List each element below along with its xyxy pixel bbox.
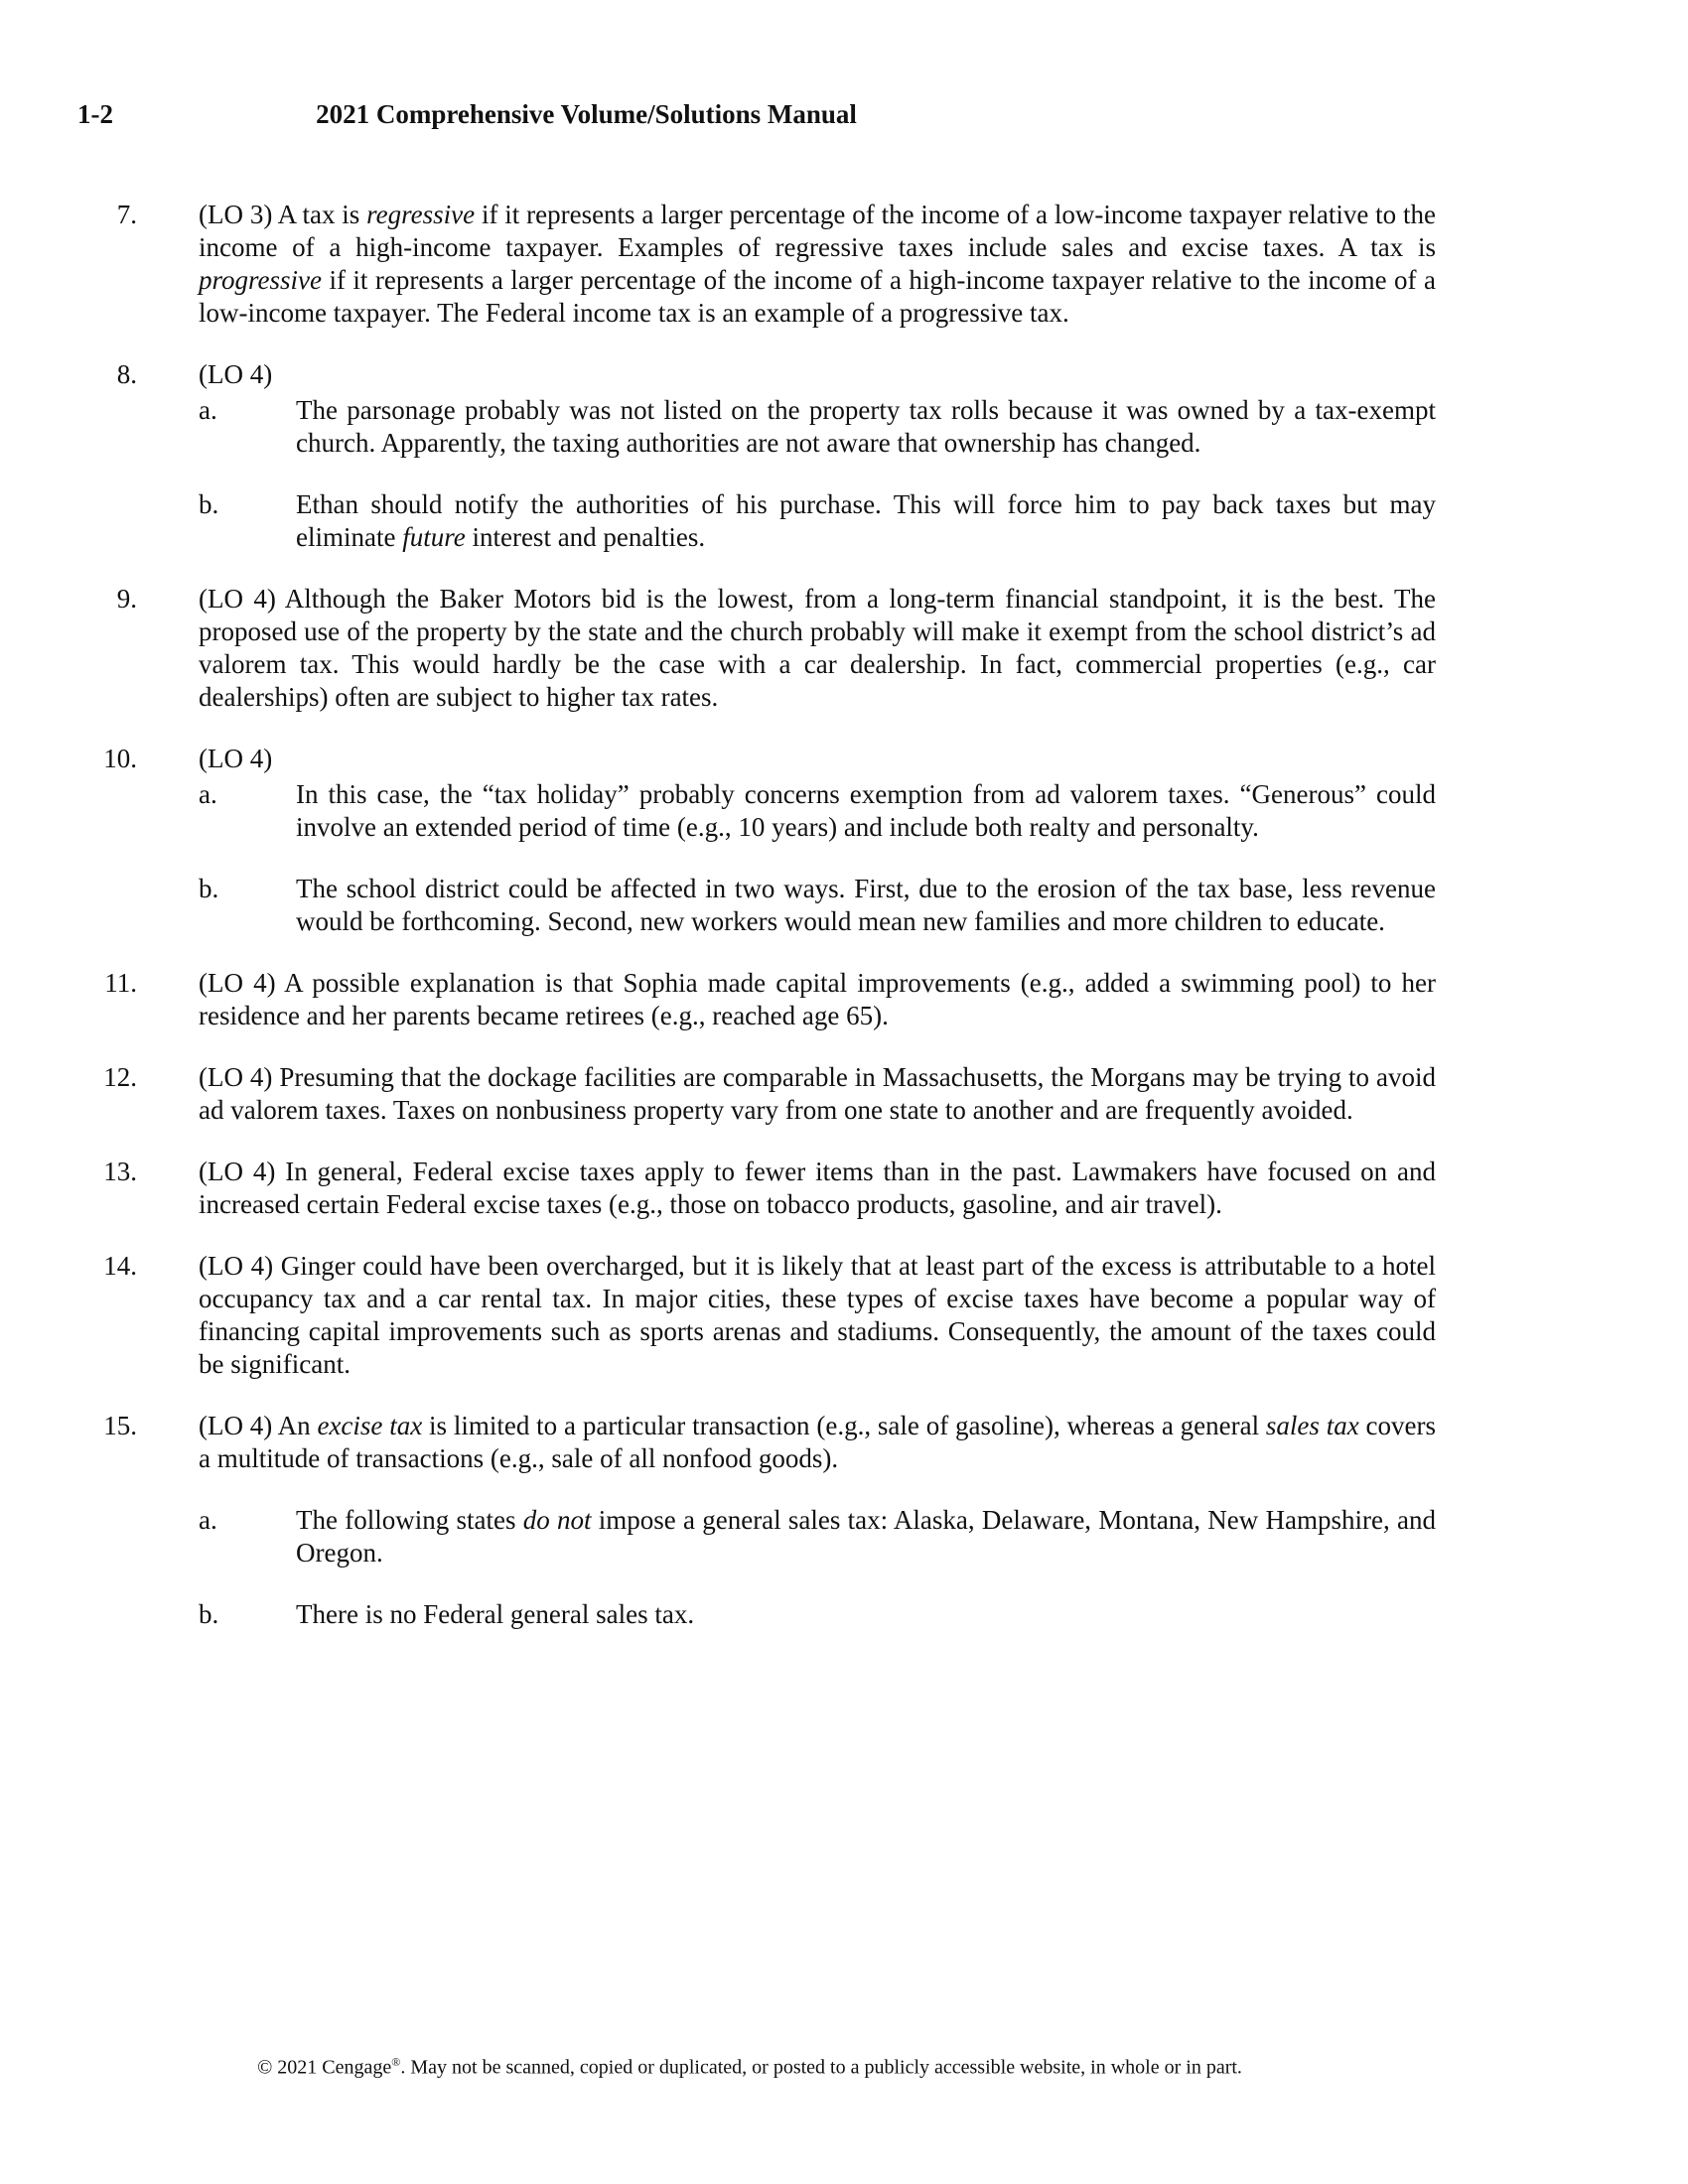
answer-number: 10.	[103, 744, 137, 773]
answer-8b	[77, 488, 1436, 554]
answer-15a	[77, 1504, 1436, 1570]
page-title: 2021 Comprehensive Volume/Solutions Manual	[316, 99, 857, 129]
answer-text: (LO 3) A tax is regressive if it represents a larger percentage of the income of a low-income taxpayer relative to the income of a high-income taxpayer. Examples of regressive taxes include sales and excise taxes. A tax is progressive if it represents a larger percentage of the income of a high-income taxpayer relative to the income of a low-income taxpayer. The Federal income tax is an example of a progressive tax.	[199, 200, 1436, 328]
answer-text: (LO 4) Although the Baker Motors bid is the lowest, from a long-term financial standpoint, it is the best. The proposed use of the property by the state and the church probably will make it exempt from the school district’s ad valorem tax. This would hardly be the case with a car dealership. In fact, commercial properties (e.g., car dealerships) often are subject to higher tax rates.	[199, 584, 1436, 712]
answer-number: 15.	[103, 1411, 137, 1440]
answer-15b	[77, 1598, 1436, 1631]
answer-text: (LO 4) In general, Federal excise taxes apply to fewer items than in the past. Lawmakers have focused on and increased certain Federal excise taxes (e.g., those on tobacco products, gasoline, and air travel).	[199, 1157, 1436, 1219]
answer-number: 8.	[116, 359, 137, 389]
sub-label: a.	[199, 779, 217, 809]
answer-7	[77, 199, 1436, 330]
page-header	[77, 99, 1095, 139]
sub-label: b.	[199, 874, 219, 903]
answer-11	[77, 967, 1436, 1032]
answer-number: 12.	[103, 1062, 137, 1092]
answer-10	[77, 743, 1436, 775]
answer-13	[77, 1156, 1436, 1221]
answer-15	[77, 1410, 1436, 1475]
answer-number: 14.	[103, 1251, 137, 1281]
copyright-footer: © 2021 Cengage®. May not be scanned, copied or duplicated, or posted to a publicly accessible website, in whole or in part.	[257, 2055, 1242, 2079]
sub-label: a.	[199, 395, 217, 425]
answer-number: 9.	[116, 584, 137, 614]
answer-text: (LO 4) Presuming that the dockage facilities are comparable in Massachusetts, the Morgans may be trying to avoid ad valorem taxes. Taxes on nonbusiness property vary from one state to another and are frequently avoided.	[199, 1062, 1436, 1125]
document-body	[77, 199, 1436, 1660]
answer-14	[77, 1250, 1436, 1381]
answer-text: (LO 4) An excise tax is limited to a particular transaction (e.g., sale of gasoline), whereas a general sales tax covers a multitude of transactions (e.g., sale of all nonfood goods).	[199, 1411, 1437, 1473]
sub-text: The parsonage probably was not listed on the property tax rolls because it was owned by a tax-exempt church. Apparently, the taxing authorities are not aware that ownership has changed.	[296, 395, 1436, 458]
answer-10b	[77, 873, 1436, 938]
emphasis-excise-tax: excise tax	[317, 1411, 423, 1440]
answer-10a	[77, 778, 1436, 844]
answer-number: 13.	[103, 1157, 137, 1186]
answer-8a	[77, 394, 1436, 460]
sub-text: There is no Federal general sales tax.	[296, 1599, 695, 1629]
answer-text: (LO 4) Ginger could have been overcharged, but it is likely that at least part of the excess is attributable to a hotel occupancy tax and a car rental tax. In major cities, these types of excise taxes have become a popular way of financing capital improvements such as sports arenas and stadiums. Consequently, the amount of the taxes could be significant.	[199, 1251, 1436, 1379]
emphasis-future: future	[402, 522, 466, 552]
answer-9	[77, 583, 1436, 714]
answer-text: (LO 4) A possible explanation is that Sophia made capital improvements (e.g., added a swimming pool) to her residence and her parents became retirees (e.g., reached age 65).	[199, 968, 1436, 1030]
answer-number: 11.	[104, 968, 137, 998]
page-number: 1-2	[77, 99, 113, 129]
emphasis-progressive: progressive	[199, 265, 322, 295]
sub-label: b.	[199, 1599, 219, 1629]
learning-objective: (LO 4)	[199, 359, 273, 389]
answer-number: 7.	[116, 200, 137, 229]
emphasis-regressive: regressive	[366, 200, 476, 229]
sub-label: a.	[199, 1505, 217, 1535]
answer-12	[77, 1061, 1436, 1127]
sub-label: b.	[199, 489, 219, 519]
emphasis-do-not: do not	[522, 1505, 592, 1535]
sub-text: The school district could be affected in two ways. First, due to the erosion of the tax base, less revenue would be forthcoming. Second, new workers would mean new families and more children to educate.	[296, 874, 1436, 936]
emphasis-sales-tax: sales tax	[1265, 1411, 1359, 1440]
learning-objective: (LO 4)	[199, 744, 273, 773]
registered-mark: ®	[391, 2055, 401, 2069]
sub-text: Ethan should notify the authorities of his purchase. This will force him to pay back taxes but may eliminate future interest and penalties.	[296, 489, 1436, 552]
sub-text: In this case, the “tax holiday” probably concerns exemption from ad valorem taxes. “Generous” could involve an extended period of time (e.g., 10 years) and include both realty and personalty.	[296, 779, 1436, 842]
sub-text: The following states do not impose a general sales tax: Alaska, Delaware, Montana, New Hampshire, and Oregon.	[296, 1505, 1436, 1568]
answer-8	[77, 358, 1436, 391]
